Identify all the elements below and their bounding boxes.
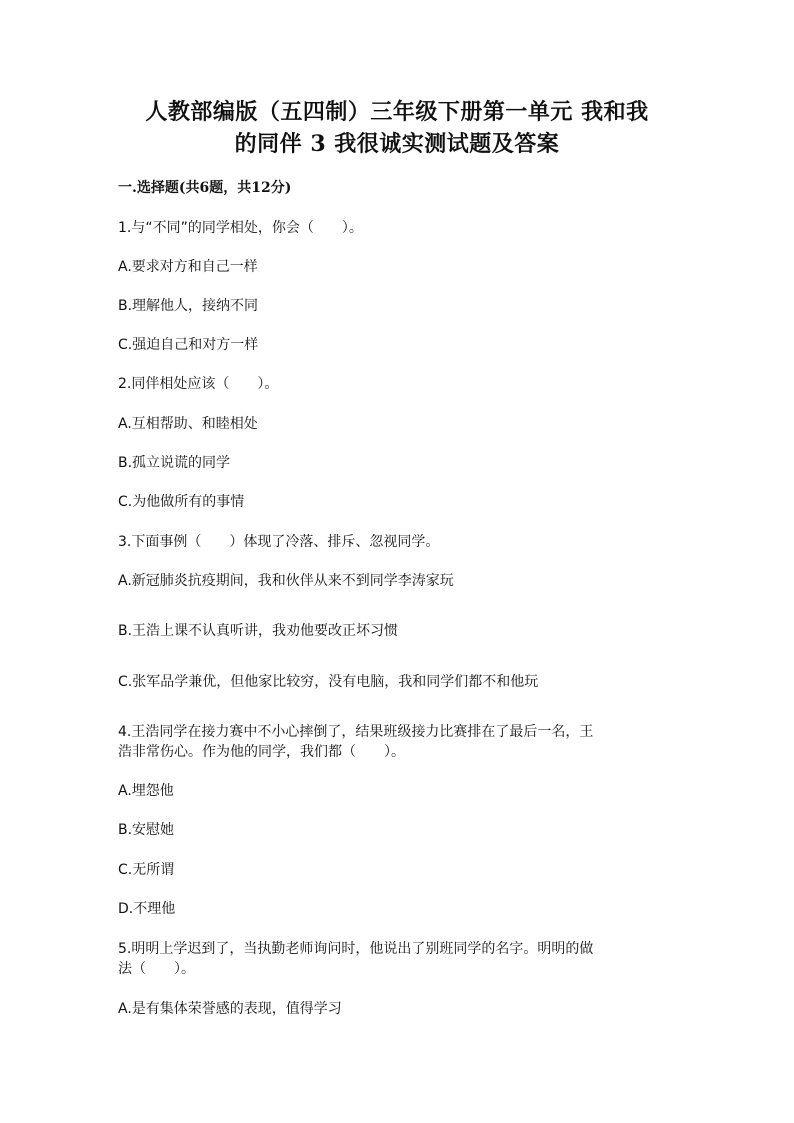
section-heading: 一.选择题(共6题，共12分) — [118, 180, 292, 196]
question-3-option-c: C.张军品学兼优，但他家比较穷，没有电脑，我和同学们都不和他玩 — [118, 674, 539, 690]
question-4-option-c: C.无所谓 — [118, 862, 175, 878]
question-1-option-a: A.要求对方和自己一样 — [118, 259, 258, 275]
question-5-stem-line-1: 5.明明上学迟到了，当执勤老师询问时，他说出了别班同学的名字。明明的做 — [118, 941, 594, 957]
question-2-stem: 2.同伴相处应该（ ）。 — [118, 376, 279, 392]
document-title-line-1: 人教部编版（五四制）三年级下册第一单元 我和我 — [145, 99, 649, 125]
question-4-option-b: B.安慰她 — [118, 822, 175, 838]
question-1-option-c: C.强迫自己和对方一样 — [118, 337, 259, 353]
question-2-option-a: A.互相帮助、和睦相处 — [118, 416, 258, 432]
question-4-option-d: D.不理他 — [118, 901, 176, 917]
question-3-option-b: B.王浩上课不认真听讲，我劝他要改正坏习惯 — [118, 623, 399, 639]
question-4-option-a: A.埋怨他 — [118, 783, 174, 799]
question-2-option-c: C.为他做所有的事情 — [118, 494, 245, 510]
question-3-stem: 3.下面事例（ ）体现了冷落、排斥、忽视同学。 — [118, 534, 440, 550]
question-5-option-a: A.是有集体荣誉感的表现，值得学习 — [118, 1001, 342, 1017]
question-5-stem-line-2: 法（ ）。 — [118, 961, 195, 977]
question-1-stem: 1.与“不同”的同学相处，你会（ ）。 — [118, 220, 363, 236]
question-4-stem-line-1: 4.王浩同学在接力赛中不小心摔倒了，结果班级接力比赛排在了最后一名，王 — [118, 724, 594, 740]
question-4-stem-line-2: 浩非常伤心。作为他的同学，我们都（ ）。 — [118, 744, 405, 760]
document-title-line-2: 的同伴 3 我很诚实测试题及答案 — [234, 131, 560, 157]
question-2-option-b: B.孤立说谎的同学 — [118, 455, 231, 471]
question-3-option-a: A.新冠肺炎抗疫期间，我和伙伴从来不到同学李涛家玩 — [118, 573, 454, 589]
question-1-option-b: B.理解他人，接纳不同 — [118, 298, 259, 314]
